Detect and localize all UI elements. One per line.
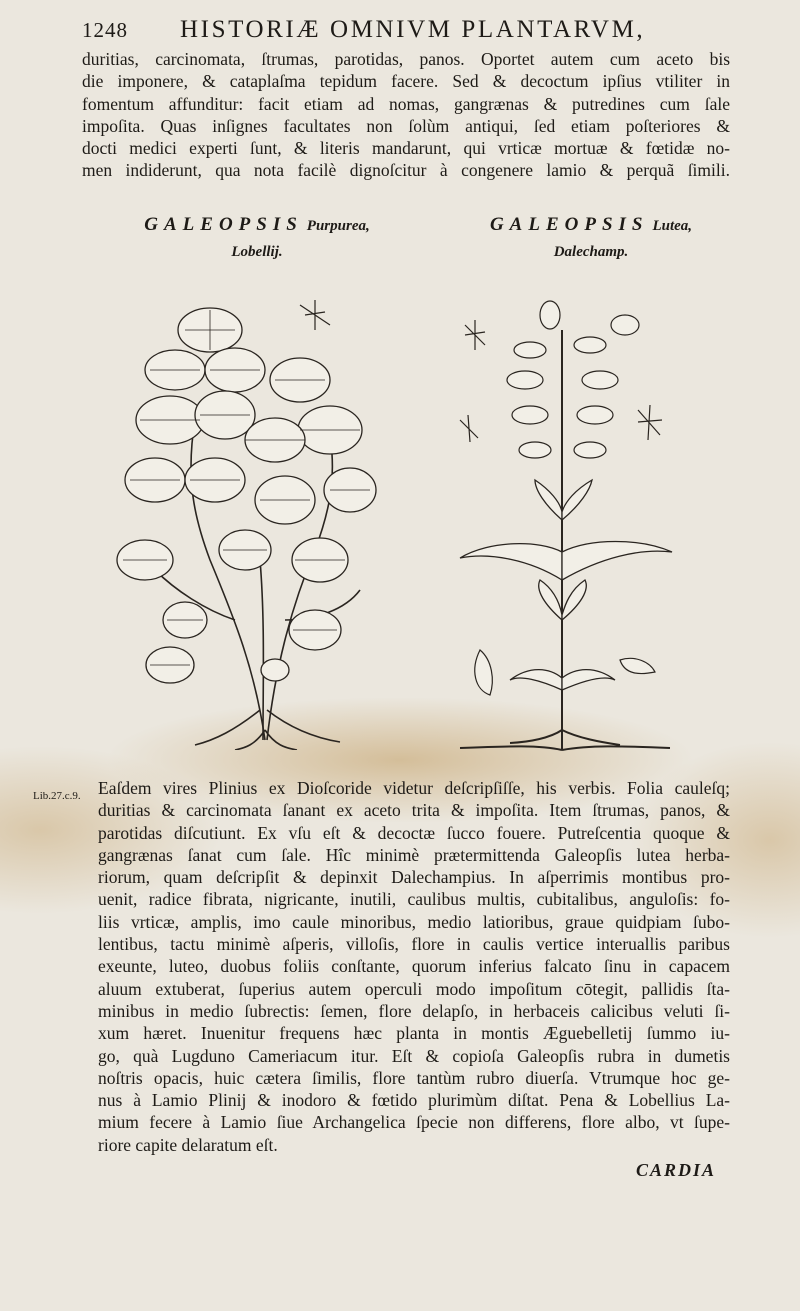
page-number: 1248 bbox=[82, 18, 128, 42]
text-line: aluum extuberat, ſuperius autem operculi modo impoſitum cōtegit, pallidis ſta- bbox=[98, 978, 730, 999]
text-line: men indiderunt, qua nota facilè dignoſcitur à congenere lamio & perquã ſimili. bbox=[82, 160, 730, 181]
text-line: mium fecere à Lamio ſiue Archangelica ſpecie non differens, flore albo, vt ſupe- bbox=[98, 1112, 730, 1133]
text-line: xum hæret. Inuenitur frequens hæc planta in montis Æguebelletij ſummo iu- bbox=[98, 1023, 730, 1044]
bottom-paragraph bbox=[98, 777, 730, 1156]
text-line: uenit, radice fibrata, nigricante, inutili, caulibus multis, cubitalibus, anguloſis: fo- bbox=[98, 889, 730, 910]
text-line: lentibus, tactu minimè aſperis, villoſis, flore in caulis vertice interuallis paribus bbox=[98, 934, 730, 955]
woodcut-left-plant bbox=[115, 290, 385, 750]
text-line: duritias, carcinomata, ſtrumas, parotidas, panos. Oportet autem cum aceto bis bbox=[82, 49, 730, 69]
text-line: minibus in medio ſubrectis: ſemen, flore delapſo, in herbaceis calicibus veluti ſi- bbox=[98, 1000, 730, 1021]
text-line: liis vrticæ, amplis, imo caule minoribus, medio latioribus, graue quidpiam ſubo- bbox=[98, 911, 730, 932]
marginal-note: Lib.27.c.9. bbox=[33, 790, 81, 802]
plant-author: Dalechamp. bbox=[553, 244, 629, 260]
text-line: riorum, quam deſcripſit & depinxit Dalechampius. In aſperrimis montibus pro- bbox=[98, 867, 730, 888]
text-line: exeunte, luteo, duobus foliis conſtante, quorum inferius falcato ſinu in capacem bbox=[98, 956, 730, 977]
text-line: nus à Lamio Plinij & inodoro & fœtido plurimùm diſtat. Pena & Lobellius La- bbox=[98, 1090, 730, 1111]
text-line: duritias & carcinomata ſanant ex aceto trita & impoſita. Item ſtrumas, panos, & bbox=[98, 800, 730, 821]
page-header bbox=[82, 14, 760, 48]
plant-name: GALEOPSIS bbox=[489, 214, 649, 235]
woodcut-right-plant bbox=[450, 290, 690, 760]
text-line: noſtris opacis, huic cætera ſimilis, flore tantùm rubro diuerſa. Vtrumque hoc ge- bbox=[98, 1067, 730, 1088]
top-paragraph bbox=[82, 48, 730, 182]
running-title: HISTORIÆ OMNIVM PLANTARVM, bbox=[180, 16, 646, 43]
text-line: fomentum affunditur: facit etiam ad nomas, gangrænas & putredines cum ſale bbox=[82, 93, 730, 114]
plant-epithet: Lutea, bbox=[652, 218, 693, 234]
plant-name: GALEOPSIS bbox=[144, 214, 303, 235]
text-line: parotidas diſcutiunt. Ex vſu eſt & decoctæ ſucco fouere. Putreſcentia quoque & bbox=[98, 822, 730, 843]
plant-epithet: Purpurea, bbox=[306, 218, 370, 234]
figure-caption-right bbox=[466, 214, 716, 261]
text-line: docti medici experti ſunt, & literis mandarunt, qui vrticæ mortuæ & fœtidæ no- bbox=[82, 138, 730, 159]
text-line: impoſita. Quas inſignes facultates non ſolùm antiqui, ſed etiam poſteriores & bbox=[82, 115, 730, 136]
plant-author: Lobellij. bbox=[231, 244, 283, 260]
catchword: CARDIA bbox=[636, 1160, 717, 1180]
text-line: die imponere, & cataplaſma tepidum facere. Sed & decoctum ipſius vtiliter in bbox=[82, 71, 730, 92]
text-line: Eaſdem vires Plinius ex Dioſcoride videtur deſcripſiſſe, his verbis. Folia cauleſq; bbox=[98, 778, 730, 798]
figure-caption-left bbox=[118, 214, 396, 261]
text-line: gangrænas ſanat cum ſale. Hîc minimè prætermittenda Galeopſis lutea herba- bbox=[98, 844, 730, 865]
text-line: riore capite delaratum eſt. bbox=[98, 1134, 278, 1155]
text-line: go, quà Lugduno Cameriacum itur. Eſt & copioſa Galeopſis rubra in dumetis bbox=[98, 1045, 730, 1066]
